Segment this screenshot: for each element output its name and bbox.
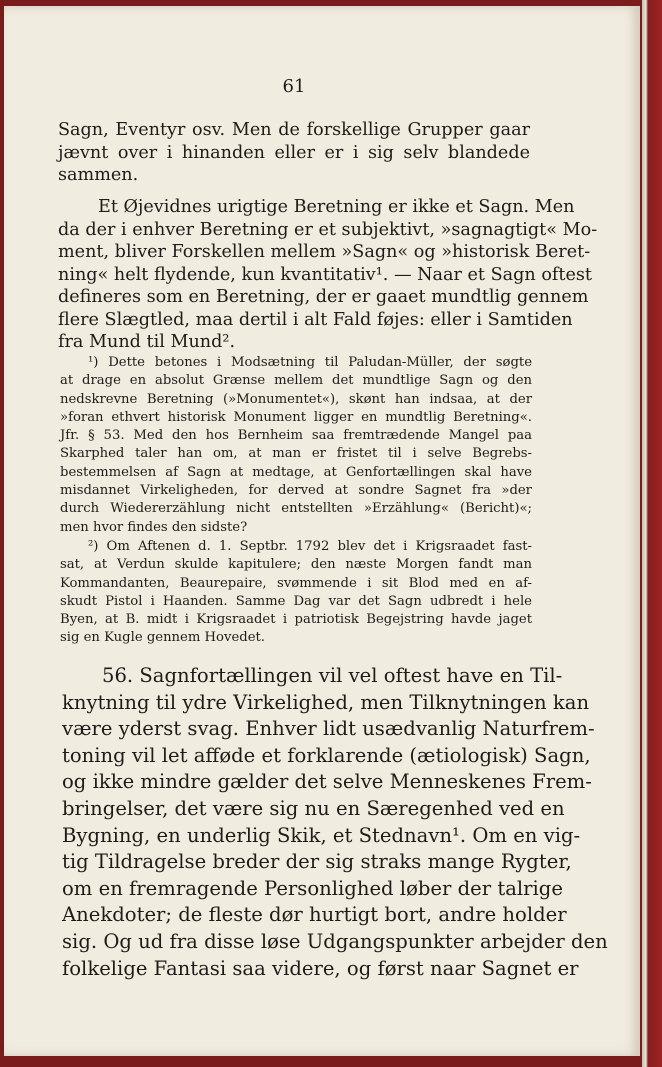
footnote-line: misdannet Virkeligheden, for derved at sondre Sagnet fra »der (60, 483, 532, 499)
footnote-line: nedskrevne Beretning (»Monumentet«), skønt han indsaa, at der (60, 391, 532, 407)
footnote-line: Byen, at B. midt i Krigsraadet i patriotisk Begejstring havde jaget (60, 612, 532, 628)
book-cover-edge (642, 0, 662, 1067)
footnote-1 (60, 354, 532, 537)
text-line: knytning til ydre Virkelighed, men Tilknytningen kan (62, 690, 590, 714)
text-line: 56. Sagnfortællingen vil vel oftest have en Til- (102, 664, 563, 687)
text-line: Sagn, Eventyr osv. Men de forskellige Grupper gaar (58, 120, 530, 140)
text-line: Anekdoter; de fleste dør hurtigt bort, andre holder (62, 903, 567, 927)
paragraph-1 (58, 119, 530, 187)
text-line: være yderst svag. Enhver lidt usædvanlig Naturfrem- (62, 717, 595, 741)
text-line: fra Mund til Mund². (58, 332, 236, 352)
text-line: tig Tildragelse breder der sig straks mange Rygter, (62, 850, 572, 874)
footnote-line: sat, at Verdun skulde kapitulere; den næste Morgen fandt man (60, 557, 532, 573)
text-line: om en fremragende Personlighed løber der talrige (62, 876, 563, 900)
footnote-line: Kommandanten, Beaurepaire, svømmende i sit Blod med en af- (60, 575, 532, 591)
book-page (4, 6, 640, 1056)
footnote-line: durch Wiedererzählung nicht entstellten »Erzählung« (Bericht)«; (60, 501, 532, 517)
footnote-line: sig en Kugle gennem Hovedet. (60, 630, 265, 646)
text-line: defineres som en Beretning, der er gaaet mundtlig gennem (58, 287, 589, 307)
page-number: 61 (282, 76, 306, 97)
footnote-line: skudt Pistol i Haanden. Samme Dag var det Sagn udbredt i hele (60, 593, 532, 609)
text-line: flere Slægtled, maa dertil i alt Fald føjes: eller i Samtiden (58, 309, 573, 330)
text-line: sammen. (58, 165, 139, 185)
text-line: og ikke mindre gælder det selve Menneskenes Frem- (62, 770, 592, 794)
footnote-line: »foran ethvert historisk Monument ligger en mundtlig Beretning«. (60, 409, 532, 425)
text-line: da der i enhver Beretning er et subjektivt, »sagnagtigt« Mo- (58, 219, 598, 240)
text-line: ment, bliver Forskellen mellem »Sagn« og »historisk Beret- (58, 242, 591, 262)
footnote-line: ¹) Dette betones i Modsætning til Paludan-Müller, der søgte (88, 355, 532, 370)
footnote-2 (60, 538, 532, 648)
footnote-line: Jfr. § 53. Med den hos Bernheim saa fremtrædende Mangel paa (60, 428, 532, 444)
footnote-line: bestemmelsen af Sagn at medtage, at Genfortællingen skal have (60, 464, 532, 480)
text-line: sig. Og ud fra disse løse Udgangspunkter arbejder den (62, 929, 608, 953)
text-line: Bygning, en underlig Skik, et Stednavn¹. Om en vig- (62, 823, 581, 847)
text-line: jævnt over i hinanden eller er i sig selv blandede (58, 142, 530, 163)
text-line: toning vil let afføde et forklarende (ætiologisk) Sagn, (62, 743, 591, 767)
section-56 (62, 663, 608, 982)
paragraph-2 (58, 196, 598, 354)
text-line: Et Øjevidnes urigtige Beretning er ikke et Sagn. Men (98, 197, 575, 217)
footnote-line: Skarphed taler han om, at man er fristet til i selve Begrebs- (60, 446, 532, 462)
text-line: bringelser, det være sig nu en Særegenhed ved en (62, 796, 565, 820)
footnote-line: at drage en absolut Grænse mellem det mundtlige Sagn og den (60, 373, 532, 389)
text-line: folkelige Fantasi saa videre, og først naar Sagnet er (62, 956, 579, 980)
footnote-line: men hvor findes den sidste? (60, 519, 248, 535)
footnote-line: ²) Om Aftenen d. 1. Septbr. 1792 blev det i Krigsraadet fast- (88, 539, 532, 554)
text-line: ning« helt flydende, kun kvantitativ¹. — Naar et Sagn oftest (58, 264, 592, 285)
